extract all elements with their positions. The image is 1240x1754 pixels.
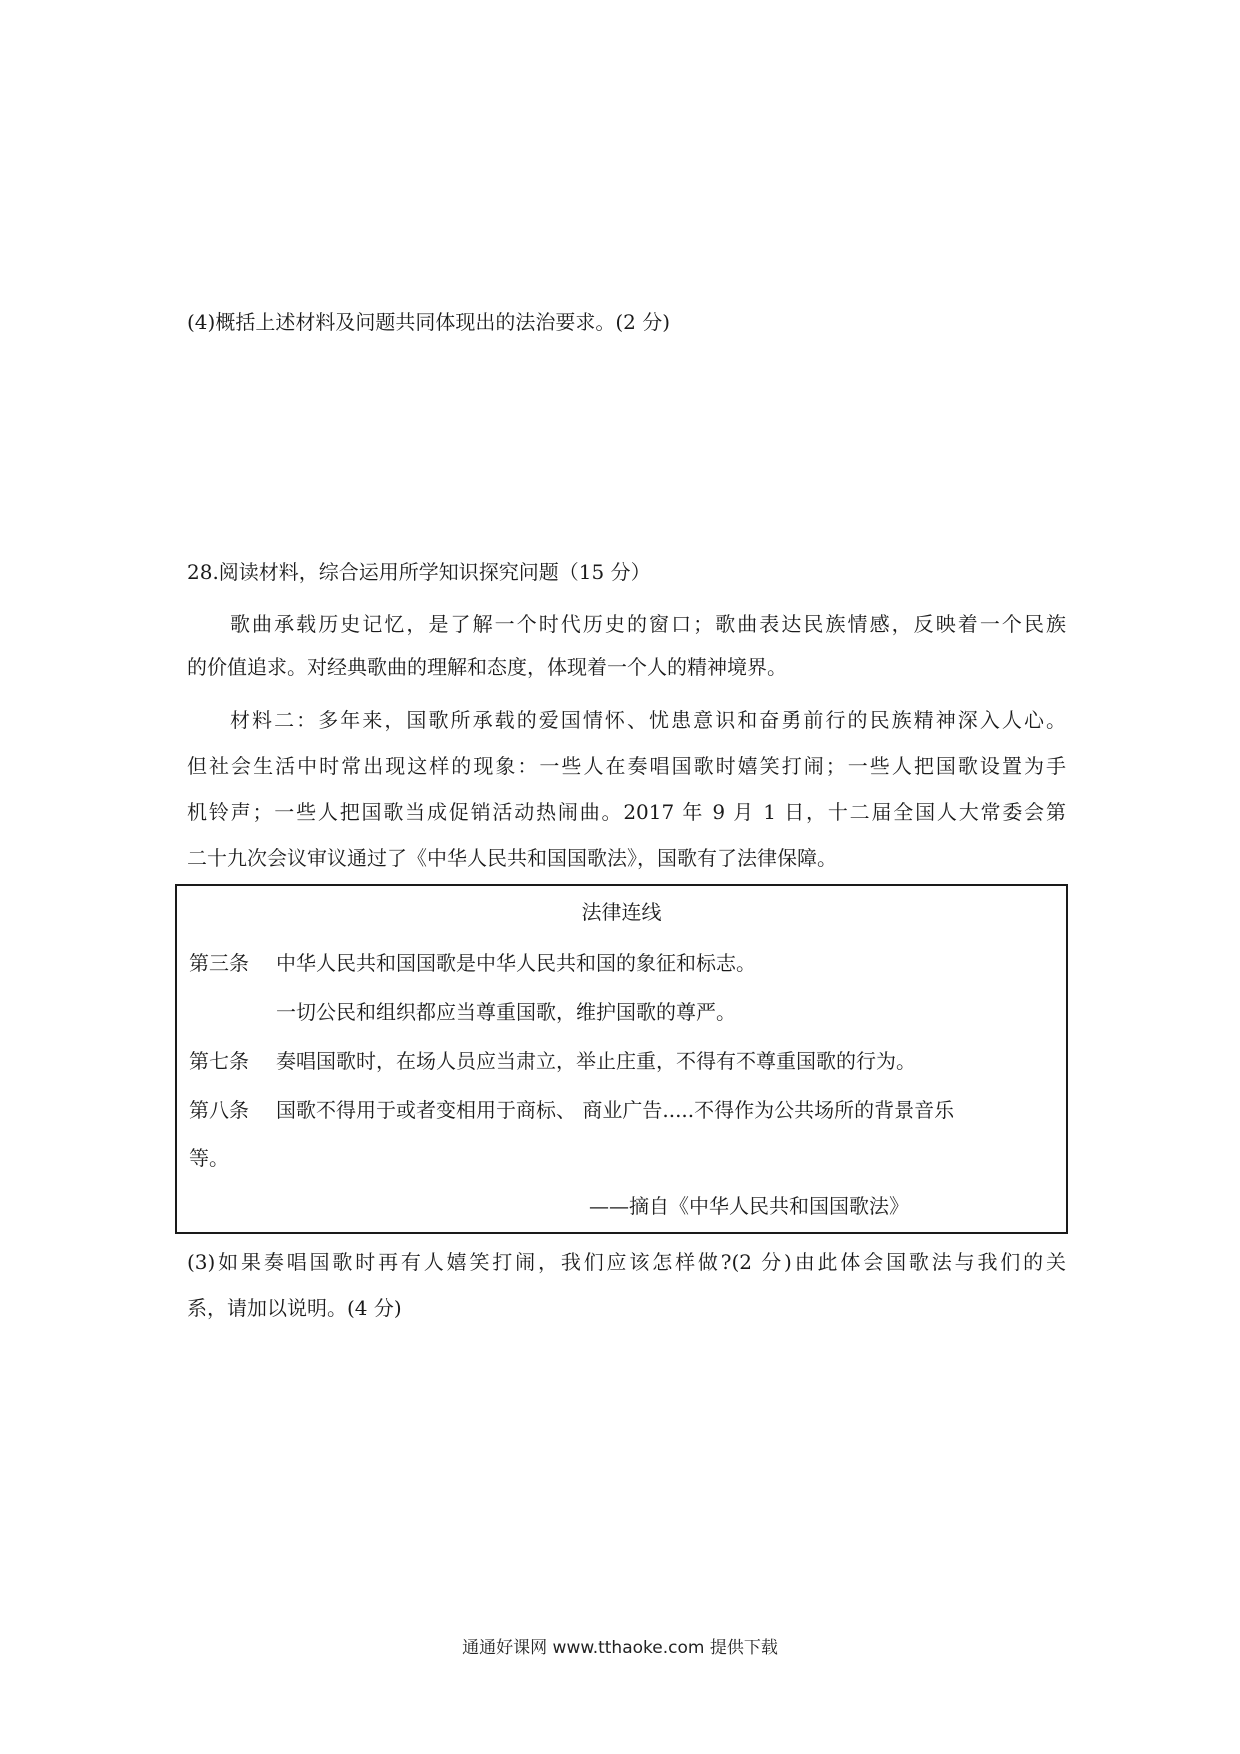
article-8-label: 第八条	[189, 1098, 249, 1122]
article-7-label: 第七条	[189, 1049, 249, 1073]
law-excerpt-box	[175, 884, 1068, 1234]
law-source: ——摘自《中华人民共和国国歌法》	[589, 1194, 909, 1218]
article-8-text: 国歌不得用于或者变相用于商标、 商业广告.....不得作为公共场所的背景音乐	[276, 1098, 955, 1122]
question-28-heading: 28.阅读材料，综合运用所学知识探究问题（15 分）	[187, 560, 651, 584]
material-two-line-4: 二十九次会议审议通过了《中华人民共和国国歌法》，国歌有了法律保障。	[187, 846, 837, 870]
article-3-label: 第三条	[189, 951, 249, 975]
law-box-title: 法律连线	[581, 900, 662, 924]
article-8-continuation: 等。	[189, 1146, 229, 1170]
material-two-line-3: 机铃声；一些人把国歌当成促销活动热闹曲。2017 年 9 月 1 日，十二届全国人大常委会第	[187, 800, 1066, 824]
sub-question-3-line-2: 系，请加以说明。(4 分)	[187, 1296, 402, 1320]
article-3-line-1: 中华人民共和国国歌是中华人民共和国的象征和标志。	[276, 951, 756, 975]
article-3-line-2: 一切公民和组织都应当尊重国歌，维护国歌的尊严。	[276, 1000, 736, 1024]
material-two-line-1: 材料二：多年来，国歌所承载的爱国情怀、忧患意识和奋勇前行的民族精神深入人心。	[230, 708, 1066, 732]
material-one-line-2: 的价值追求。对经典歌曲的理解和态度，体现着一个人的精神境界。	[187, 655, 787, 679]
article-7-text: 奏唱国歌时，在场人员应当肃立，举止庄重，不得有不尊重国歌的行为。	[276, 1049, 916, 1073]
question-4-prompt: (4)概括上述材料及问题共同体现出的法治要求。(2 分)	[187, 310, 671, 334]
sub-question-3-line-1: (3)如果奏唱国歌时再有人嬉笑打闹，我们应该怎样做?(2 分)由此体会国歌法与我们的关	[187, 1250, 1066, 1274]
material-two-line-2: 但社会生活中时常出现这样的现象：一些人在奏唱国歌时嬉笑打闹；一些人把国歌设置为手	[187, 754, 1066, 778]
footer-credit: 通通好课网 www.tthaoke.com 提供下载	[462, 1638, 778, 1658]
material-one-line-1: 歌曲承载历史记忆，是了解一个时代历史的窗口；歌曲表达民族情感，反映着一个民族	[230, 612, 1066, 636]
